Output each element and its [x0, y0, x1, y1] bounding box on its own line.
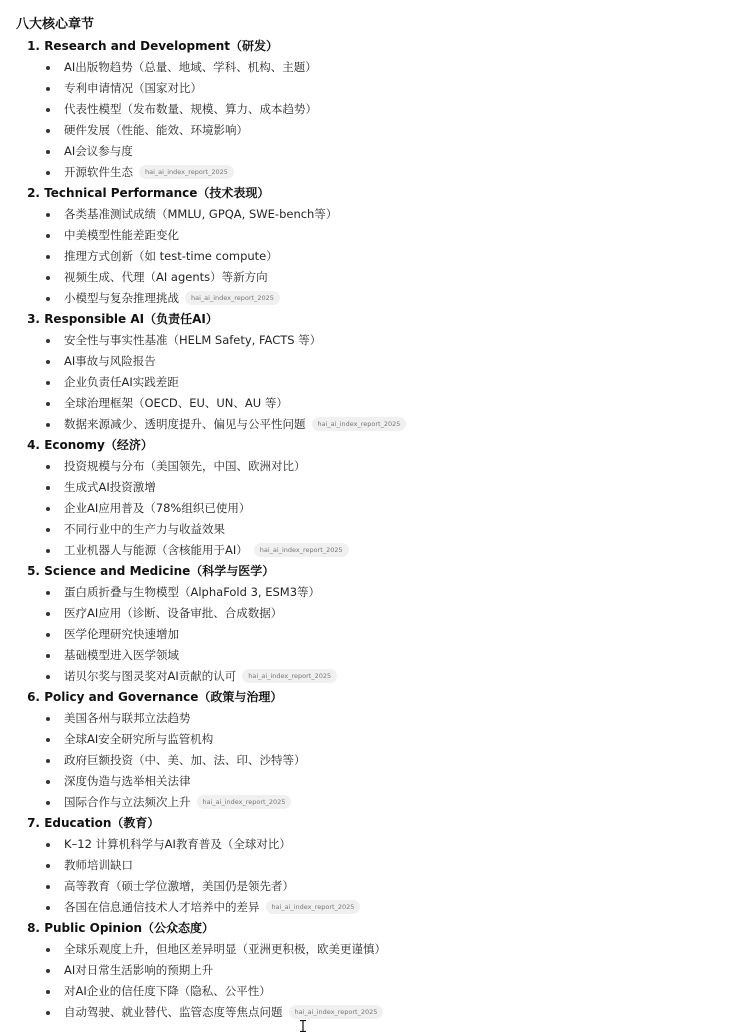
list-item — [16, 519, 736, 540]
list-item-text: 生成式AI投资激增 — [64, 480, 156, 494]
list-item-text: 不同行业中的生产力与收益效果 — [64, 522, 225, 536]
citation-chip[interactable]: hai_ai_index_report_2025 — [312, 417, 407, 431]
list-item — [16, 582, 736, 603]
list-item-text: 中美模型性能差距变化 — [64, 228, 179, 242]
citation-chip[interactable]: hai_ai_index_report_2025 — [242, 669, 337, 683]
list-item — [16, 603, 736, 624]
list-item — [16, 141, 736, 162]
section-research-development — [16, 36, 736, 183]
list-item-text: K–12 计算机科学与AI教育普及（全球对比） — [64, 837, 291, 851]
list-item-text: 数据来源减少、透明度提升、偏见与公平性问题 — [64, 417, 306, 431]
section-policy-governance — [16, 687, 736, 813]
list-item — [16, 624, 736, 645]
list-item — [16, 162, 736, 183]
list-item — [16, 99, 736, 120]
document — [16, 14, 736, 1023]
list-item-text: AI对日常生活影响的预期上升 — [64, 963, 214, 977]
bullet-list — [16, 582, 736, 687]
list-item-text: 全球治理框架（OECD、EU、UN、AU 等） — [64, 396, 288, 410]
list-item — [16, 939, 736, 960]
section-number: 1. — [27, 39, 40, 53]
list-item-text: 企业AI应用普及（78%组织已使用） — [64, 501, 251, 515]
list-item — [16, 57, 736, 78]
page-title: 八大核心章节 — [16, 17, 95, 32]
list-item-text: 美国各州与联邦立法趋势 — [64, 711, 191, 725]
section-number: 2. — [27, 186, 40, 200]
list-item-text: AI出版物趋势（总量、地域、学科、机构、主题） — [64, 60, 317, 74]
list-item — [16, 645, 736, 666]
list-item-text: 硬件发展（性能、能效、环境影响） — [64, 123, 248, 137]
list-item — [16, 246, 736, 267]
section-number: 3. — [27, 312, 40, 326]
bullet-list — [16, 57, 736, 183]
section-heading — [16, 309, 736, 330]
section-public-opinion — [16, 918, 736, 1023]
section-technical-performance — [16, 183, 736, 309]
section-heading — [16, 918, 736, 939]
list-item — [16, 477, 736, 498]
section-responsible-ai — [16, 309, 736, 435]
list-item — [16, 288, 736, 309]
list-item-text: 代表性模型（发布数量、规模、算力、成本趋势） — [64, 102, 317, 116]
list-item-text: 专利申请情况（国家对比） — [64, 81, 202, 95]
list-item — [16, 666, 736, 687]
section-title: Policy and Governance（政策与治理） — [44, 690, 283, 704]
list-item — [16, 456, 736, 477]
list-item — [16, 897, 736, 918]
list-item — [16, 876, 736, 897]
section-number: 7. — [27, 816, 40, 830]
list-item-text: 对AI企业的信任度下降（隐私、公平性） — [64, 984, 271, 998]
list-item-text: 自动驾驶、就业替代、监管态度等焦点问题 — [64, 1005, 283, 1019]
list-item-text: 各类基准测试成绩（MMLU, GPQA, SWE-bench等） — [64, 207, 338, 221]
list-item — [16, 267, 736, 288]
list-item-text: 深度伪造与选举相关法律 — [64, 774, 191, 788]
section-education — [16, 813, 736, 918]
list-item-text: 企业负责任AI实践差距 — [64, 375, 179, 389]
list-item-text: 全球AI安全研究所与监管机构 — [64, 732, 214, 746]
list-item — [16, 120, 736, 141]
list-item — [16, 393, 736, 414]
bullet-list — [16, 204, 736, 309]
section-title: Technical Performance（技术表现） — [44, 186, 270, 200]
list-item — [16, 981, 736, 1002]
section-heading — [16, 813, 736, 834]
list-item-text: 推理方式创新（如 test-time compute） — [64, 249, 278, 263]
bullet-list — [16, 708, 736, 813]
list-item — [16, 414, 736, 435]
list-item — [16, 1002, 736, 1023]
list-item — [16, 708, 736, 729]
list-item — [16, 792, 736, 813]
section-number: 5. — [27, 564, 40, 578]
section-number: 8. — [27, 921, 40, 935]
list-item-text: 全球乐观度上升，但地区差异明显（亚洲更积极，欧美更谨慎） — [64, 942, 386, 956]
list-item — [16, 729, 736, 750]
list-item — [16, 351, 736, 372]
section-title: Economy（经济） — [44, 438, 153, 452]
section-economy — [16, 435, 736, 561]
bullet-list — [16, 456, 736, 561]
text-cursor-icon — [298, 1020, 308, 1032]
citation-chip[interactable]: hai_ai_index_report_2025 — [139, 165, 234, 179]
section-title: Public Opinion（公众态度） — [44, 921, 214, 935]
list-item — [16, 78, 736, 99]
list-item-text: 各国在信息通信技术人才培养中的差异 — [64, 900, 260, 914]
list-item — [16, 855, 736, 876]
list-item — [16, 372, 736, 393]
citation-chip[interactable]: hai_ai_index_report_2025 — [197, 795, 292, 809]
list-item-text: 安全性与事实性基准（HELM Safety, FACTS 等） — [64, 333, 322, 347]
list-item-text: 蛋白质折叠与生物模型（AlphaFold 3, ESM3等） — [64, 585, 321, 599]
list-item — [16, 771, 736, 792]
section-heading — [16, 435, 736, 456]
list-item-text: 高等教育（硕士学位激增，美国仍是领先者） — [64, 879, 294, 893]
section-science-medicine — [16, 561, 736, 687]
list-item-text: 医学伦理研究快速增加 — [64, 627, 179, 641]
citation-chip[interactable]: hai_ai_index_report_2025 — [289, 1005, 384, 1019]
section-heading — [16, 687, 736, 708]
list-item-text: 小模型与复杂推理挑战 — [64, 291, 179, 305]
list-item — [16, 498, 736, 519]
list-item — [16, 834, 736, 855]
list-item-text: AI会议参与度 — [64, 144, 133, 158]
bullet-list — [16, 834, 736, 918]
section-title: Science and Medicine（科学与医学） — [44, 564, 275, 578]
section-number: 6. — [27, 690, 40, 704]
citation-chip[interactable]: hai_ai_index_report_2025 — [266, 900, 361, 914]
section-heading — [16, 36, 736, 57]
list-item-text: 基础模型进入医学领域 — [64, 648, 179, 662]
list-item-text: 开源软件生态 — [64, 165, 133, 179]
list-item-text: AI事故与风险报告 — [64, 354, 156, 368]
list-item — [16, 225, 736, 246]
list-item-text: 工业机器人与能源（含核能用于AI） — [64, 543, 248, 557]
section-title: Education（教育） — [44, 816, 160, 830]
section-title: Research and Development（研发） — [44, 39, 279, 53]
list-item — [16, 750, 736, 771]
list-item — [16, 330, 736, 351]
list-item-text: 政府巨额投资（中、美、加、法、印、沙特等） — [64, 753, 306, 767]
list-item — [16, 960, 736, 981]
citation-chip[interactable]: hai_ai_index_report_2025 — [254, 543, 349, 557]
list-item-text: 医疗AI应用（诊断、设备审批、合成数据） — [64, 606, 283, 620]
section-heading — [16, 561, 736, 582]
list-item — [16, 540, 736, 561]
section-heading — [16, 183, 736, 204]
bullet-list — [16, 939, 736, 1023]
list-item-text: 视频生成、代理（AI agents）等新方向 — [64, 270, 268, 284]
section-title: Responsible AI（负责任AI） — [44, 312, 218, 326]
list-item-text: 诺贝尔奖与图灵奖对AI贡献的认可 — [64, 669, 237, 683]
citation-chip[interactable]: hai_ai_index_report_2025 — [185, 291, 280, 305]
list-item-text: 教师培训缺口 — [64, 858, 133, 872]
list-item-text: 国际合作与立法频次上升 — [64, 795, 191, 809]
section-number: 4. — [27, 438, 40, 452]
bullet-list — [16, 330, 736, 435]
list-item-text: 投资规模与分布（美国领先，中国、欧洲对比） — [64, 459, 306, 473]
list-item — [16, 204, 736, 225]
